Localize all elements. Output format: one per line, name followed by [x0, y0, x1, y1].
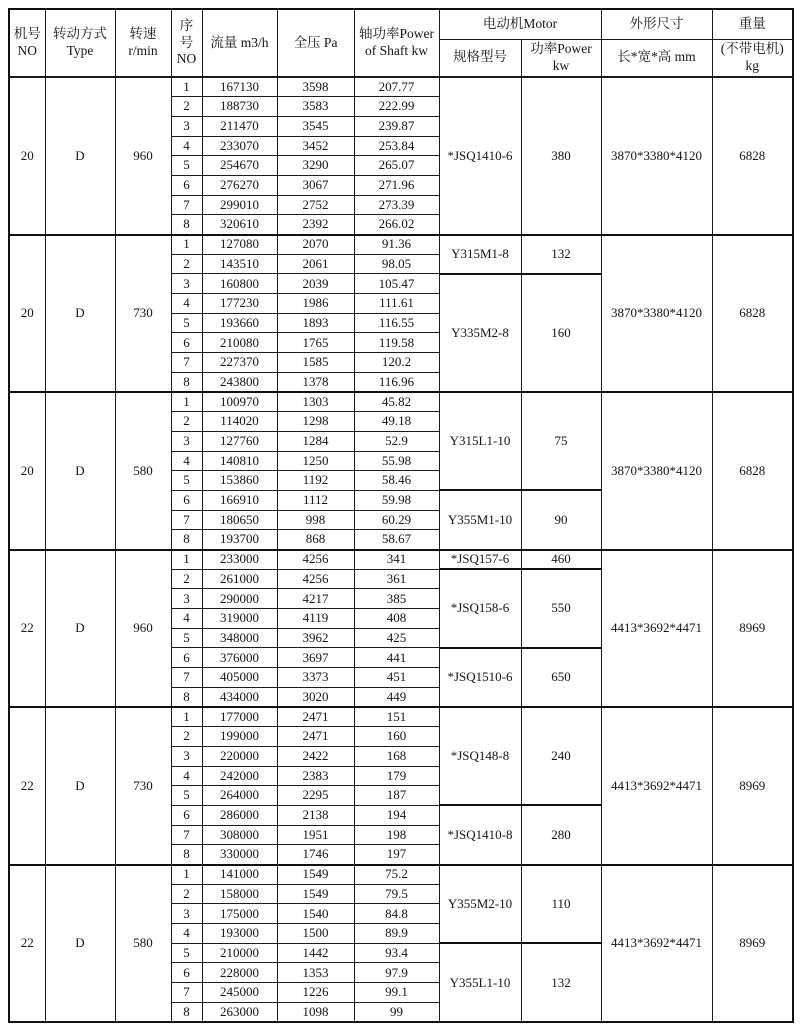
motor-power-cell: 132 [521, 235, 601, 274]
shaft-power-cell: 119.58 [354, 333, 439, 353]
header-line: NO [17, 43, 37, 58]
drive-type-cell: D [45, 865, 115, 1023]
row-no-cell: 1 [171, 707, 202, 727]
shaft-power-cell: 179 [354, 766, 439, 786]
flow-cell: 143510 [202, 254, 277, 274]
header-line: 轴功率Power [359, 26, 434, 42]
row-no-cell: 7 [171, 825, 202, 845]
shaft-power-cell: 194 [354, 805, 439, 825]
dimensions-cell: 4413*3692*4471 [601, 550, 712, 708]
pressure-cell: 2039 [277, 274, 354, 294]
row-no-cell: 4 [171, 609, 202, 629]
motor-power-cell: 550 [521, 569, 601, 648]
pressure-cell: 1500 [277, 924, 354, 944]
pressure-cell: 4256 [277, 569, 354, 589]
drive-type-cell: D [45, 707, 115, 865]
flow-cell: 434000 [202, 687, 277, 707]
row-no-cell: 3 [171, 904, 202, 924]
col-header-motor-power [521, 39, 601, 77]
row-no-cell: 8 [171, 1002, 202, 1022]
motor-power-cell: 240 [521, 707, 601, 805]
pressure-cell: 1549 [277, 865, 354, 885]
shaft-power-cell: 198 [354, 825, 439, 845]
flow-cell: 264000 [202, 786, 277, 806]
shaft-power-cell: 408 [354, 609, 439, 629]
shaft-power-cell: 361 [354, 569, 439, 589]
table-header [9, 9, 793, 77]
flow-cell: 100970 [202, 392, 277, 412]
row-no-cell: 5 [171, 943, 202, 963]
row-no-cell: 5 [171, 786, 202, 806]
pressure-cell: 998 [277, 510, 354, 530]
motor-power-cell: 460 [521, 550, 601, 570]
shaft-power-cell: 98.05 [354, 254, 439, 274]
row-no-cell: 1 [171, 392, 202, 412]
weight-cell: 8969 [712, 865, 793, 1023]
row-no-cell: 3 [171, 431, 202, 451]
row-no-cell: 5 [171, 471, 202, 491]
row-no-cell: 4 [171, 136, 202, 156]
table-row [9, 77, 793, 97]
flow-cell: 233070 [202, 136, 277, 156]
flow-cell: 180650 [202, 510, 277, 530]
pressure-cell: 2392 [277, 215, 354, 235]
motor-model-cell: *JSQ1510-6 [439, 648, 521, 707]
row-no-cell: 2 [171, 569, 202, 589]
machine-no-cell: 22 [9, 550, 45, 708]
dimensions-cell: 4413*3692*4471 [601, 865, 712, 1023]
row-no-cell: 6 [171, 648, 202, 668]
flow-cell: 127080 [202, 235, 277, 255]
col-header-shaft-power [354, 9, 439, 77]
flow-cell: 177000 [202, 707, 277, 727]
shaft-power-cell: 451 [354, 668, 439, 688]
row-no-cell: 7 [171, 668, 202, 688]
flow-cell: 114020 [202, 412, 277, 432]
shaft-power-cell: 99 [354, 1002, 439, 1022]
pressure-cell: 4119 [277, 609, 354, 629]
flow-cell: 276270 [202, 175, 277, 195]
pressure-cell: 1442 [277, 943, 354, 963]
pressure-cell: 3583 [277, 97, 354, 117]
speed-cell: 960 [115, 550, 171, 708]
flow-cell: 140810 [202, 451, 277, 471]
row-no-cell: 4 [171, 924, 202, 944]
flow-cell: 320610 [202, 215, 277, 235]
shaft-power-cell: 253.84 [354, 136, 439, 156]
row-no-cell: 5 [171, 156, 202, 176]
flow-cell: 141000 [202, 865, 277, 885]
pressure-cell: 2295 [277, 786, 354, 806]
pressure-cell: 1540 [277, 904, 354, 924]
row-no-cell: 6 [171, 963, 202, 983]
motor-model-cell: Y355L1-10 [439, 943, 521, 1022]
col-header-dimensions-unit: 长*宽*高 mm [601, 39, 712, 77]
pressure-cell: 1549 [277, 884, 354, 904]
pressure-cell: 1250 [277, 451, 354, 471]
weight-cell: 8969 [712, 707, 793, 865]
flow-cell: 153860 [202, 471, 277, 491]
machine-no-cell: 20 [9, 392, 45, 550]
row-no-cell: 2 [171, 412, 202, 432]
shaft-power-cell: 425 [354, 628, 439, 648]
flow-cell: 175000 [202, 904, 277, 924]
motor-model-cell: Y355M2-10 [439, 865, 521, 944]
speed-cell: 730 [115, 707, 171, 865]
pressure-cell: 3020 [277, 687, 354, 707]
flow-cell: 210000 [202, 943, 277, 963]
motor-model-cell: *JSQ1410-6 [439, 77, 521, 235]
row-no-cell: 7 [171, 353, 202, 373]
flow-cell: 299010 [202, 195, 277, 215]
dimensions-cell: 3870*3380*4120 [601, 392, 712, 550]
col-header-weight-unit [712, 39, 793, 77]
row-no-cell: 1 [171, 865, 202, 885]
pressure-cell: 1112 [277, 490, 354, 510]
motor-model-cell: *JSQ1410-8 [439, 805, 521, 864]
flow-cell: 210080 [202, 333, 277, 353]
col-header-motor-group: 电动机Motor [439, 9, 601, 39]
shaft-power-cell: 52.9 [354, 431, 439, 451]
motor-power-cell: 160 [521, 274, 601, 392]
table-row [9, 707, 793, 727]
pressure-cell: 3598 [277, 77, 354, 97]
row-no-cell: 3 [171, 589, 202, 609]
row-no-cell: 6 [171, 333, 202, 353]
shaft-power-cell: 168 [354, 746, 439, 766]
row-no-cell: 5 [171, 313, 202, 333]
drive-type-cell: D [45, 392, 115, 550]
pressure-cell: 2138 [277, 805, 354, 825]
pressure-cell: 1893 [277, 313, 354, 333]
pressure-cell: 1585 [277, 353, 354, 373]
pressure-cell: 3452 [277, 136, 354, 156]
col-header-dimensions-title: 外形尺寸 [601, 9, 712, 39]
dimensions-cell: 4413*3692*4471 [601, 707, 712, 865]
motor-power-cell: 90 [521, 490, 601, 549]
row-no-cell: 6 [171, 175, 202, 195]
header-line: 号 [179, 34, 194, 50]
shaft-power-cell: 222.99 [354, 97, 439, 117]
table-row [9, 392, 793, 412]
pressure-cell: 3067 [277, 175, 354, 195]
flow-cell: 242000 [202, 766, 277, 786]
flow-cell: 290000 [202, 589, 277, 609]
row-no-cell: 1 [171, 77, 202, 97]
flow-cell: 319000 [202, 609, 277, 629]
header-line: 转速 [129, 26, 157, 42]
shaft-power-cell: 99.1 [354, 983, 439, 1003]
motor-model-cell: *JSQ148-8 [439, 707, 521, 805]
header-line: Type [66, 43, 94, 58]
machine-no-cell: 20 [9, 77, 45, 235]
flow-cell: 193700 [202, 530, 277, 550]
table-row [9, 550, 793, 570]
motor-model-cell: Y335M2-8 [439, 274, 521, 392]
pressure-cell: 1353 [277, 963, 354, 983]
shaft-power-cell: 59.98 [354, 490, 439, 510]
shaft-power-cell: 79.5 [354, 884, 439, 904]
speed-cell: 580 [115, 392, 171, 550]
col-header-flow: 流量 m3/h [202, 9, 277, 77]
drive-type-cell: D [45, 550, 115, 708]
speed-cell: 730 [115, 235, 171, 393]
col-header-machine-no [9, 9, 45, 77]
flow-cell: 177230 [202, 294, 277, 314]
pressure-cell: 2383 [277, 766, 354, 786]
flow-cell: 127760 [202, 431, 277, 451]
flow-cell: 167130 [202, 77, 277, 97]
shaft-power-cell: 441 [354, 648, 439, 668]
flow-cell: 263000 [202, 1002, 277, 1022]
row-no-cell: 2 [171, 727, 202, 747]
speed-cell: 580 [115, 865, 171, 1023]
pressure-cell: 3697 [277, 648, 354, 668]
machine-no-cell: 20 [9, 235, 45, 393]
pressure-cell: 2061 [277, 254, 354, 274]
flow-cell: 158000 [202, 884, 277, 904]
header-line: NO [176, 51, 197, 67]
row-no-cell: 8 [171, 215, 202, 235]
shaft-power-cell: 116.55 [354, 313, 439, 333]
col-header-weight-title: 重量 [712, 9, 793, 39]
drive-type-cell: D [45, 77, 115, 235]
table-row [9, 865, 793, 885]
row-no-cell: 3 [171, 116, 202, 136]
motor-power-cell: 280 [521, 805, 601, 864]
flow-cell: 233000 [202, 550, 277, 570]
pressure-cell: 2471 [277, 707, 354, 727]
header-line: kw [552, 57, 570, 73]
header-line: 功率Power [530, 40, 592, 56]
pressure-cell: 1303 [277, 392, 354, 412]
header-line: of Shaft kw [365, 43, 428, 58]
col-header-drive-type [45, 9, 115, 77]
shaft-power-cell: 111.61 [354, 294, 439, 314]
row-no-cell: 4 [171, 766, 202, 786]
drive-type-cell: D [45, 235, 115, 393]
pressure-cell: 3545 [277, 116, 354, 136]
motor-model-cell: *JSQ158-6 [439, 569, 521, 648]
flow-cell: 193660 [202, 313, 277, 333]
pressure-cell: 3290 [277, 156, 354, 176]
row-no-cell: 6 [171, 805, 202, 825]
flow-cell: 193000 [202, 924, 277, 944]
header-line: 序 [179, 17, 194, 33]
shaft-power-cell: 341 [354, 550, 439, 570]
shaft-power-cell: 45.82 [354, 392, 439, 412]
pressure-cell: 1765 [277, 333, 354, 353]
motor-power-cell: 75 [521, 392, 601, 490]
row-no-cell: 2 [171, 254, 202, 274]
dimensions-cell: 3870*3380*4120 [601, 235, 712, 393]
motor-power-cell: 132 [521, 943, 601, 1022]
motor-model-cell: *JSQ157-6 [439, 550, 521, 570]
pressure-cell: 2070 [277, 235, 354, 255]
motor-model-cell: Y315L1-10 [439, 392, 521, 490]
shaft-power-cell: 105.47 [354, 274, 439, 294]
pressure-cell: 1098 [277, 1002, 354, 1022]
shaft-power-cell: 271.96 [354, 175, 439, 195]
row-no-cell: 8 [171, 845, 202, 865]
row-no-cell: 2 [171, 884, 202, 904]
row-no-cell: 6 [171, 490, 202, 510]
flow-cell: 348000 [202, 628, 277, 648]
motor-power-cell: 650 [521, 648, 601, 707]
pressure-cell: 1986 [277, 294, 354, 314]
row-no-cell: 8 [171, 372, 202, 392]
row-no-cell: 7 [171, 195, 202, 215]
row-no-cell: 1 [171, 235, 202, 255]
flow-cell: 376000 [202, 648, 277, 668]
row-no-cell: 8 [171, 530, 202, 550]
row-no-cell: 8 [171, 687, 202, 707]
shaft-power-cell: 265.07 [354, 156, 439, 176]
machine-no-cell: 22 [9, 865, 45, 1023]
motor-power-cell: 110 [521, 865, 601, 944]
shaft-power-cell: 91.36 [354, 235, 439, 255]
flow-cell: 245000 [202, 983, 277, 1003]
shaft-power-cell: 55.98 [354, 451, 439, 471]
col-header-speed [115, 9, 171, 77]
col-header-motor-model: 规格型号 [439, 39, 521, 77]
flow-cell: 188730 [202, 97, 277, 117]
shaft-power-cell: 89.9 [354, 924, 439, 944]
weight-cell: 6828 [712, 77, 793, 235]
pressure-cell: 2422 [277, 746, 354, 766]
shaft-power-cell: 49.18 [354, 412, 439, 432]
row-no-cell: 7 [171, 983, 202, 1003]
shaft-power-cell: 160 [354, 727, 439, 747]
flow-cell: 227370 [202, 353, 277, 373]
shaft-power-cell: 116.96 [354, 372, 439, 392]
shaft-power-cell: 207.77 [354, 77, 439, 97]
weight-cell: 6828 [712, 235, 793, 393]
col-header-serial [171, 9, 202, 77]
flow-cell: 254670 [202, 156, 277, 176]
pressure-cell: 4256 [277, 550, 354, 570]
header-line: r/min [128, 43, 158, 58]
flow-cell: 211470 [202, 116, 277, 136]
shaft-power-cell: 75.2 [354, 865, 439, 885]
pressure-cell: 1378 [277, 372, 354, 392]
flow-cell: 308000 [202, 825, 277, 845]
flow-cell: 286000 [202, 805, 277, 825]
pressure-cell: 1298 [277, 412, 354, 432]
shaft-power-cell: 120.2 [354, 353, 439, 373]
weight-cell: 6828 [712, 392, 793, 550]
shaft-power-cell: 449 [354, 687, 439, 707]
shaft-power-cell: 97.9 [354, 963, 439, 983]
shaft-power-cell: 385 [354, 589, 439, 609]
shaft-power-cell: 58.67 [354, 530, 439, 550]
pressure-cell: 1746 [277, 845, 354, 865]
shaft-power-cell: 187 [354, 786, 439, 806]
table-row [9, 235, 793, 255]
pressure-cell: 2471 [277, 727, 354, 747]
header-line: 机号 [13, 26, 41, 42]
row-no-cell: 3 [171, 746, 202, 766]
pressure-cell: 1192 [277, 471, 354, 491]
pressure-cell: 868 [277, 530, 354, 550]
motor-model-cell: Y315M1-8 [439, 235, 521, 274]
flow-cell: 199000 [202, 727, 277, 747]
pressure-cell: 1226 [277, 983, 354, 1003]
flow-cell: 330000 [202, 845, 277, 865]
pressure-cell: 1284 [277, 431, 354, 451]
shaft-power-cell: 60.29 [354, 510, 439, 530]
shaft-power-cell: 266.02 [354, 215, 439, 235]
flow-cell: 405000 [202, 668, 277, 688]
flow-cell: 220000 [202, 746, 277, 766]
spec-table-body [9, 77, 793, 1022]
flow-cell: 261000 [202, 569, 277, 589]
row-no-cell: 7 [171, 510, 202, 530]
fan-spec-table [8, 8, 794, 1023]
header-line: kg [745, 57, 759, 73]
shaft-power-cell: 151 [354, 707, 439, 727]
shaft-power-cell: 93.4 [354, 943, 439, 963]
pressure-cell: 3962 [277, 628, 354, 648]
shaft-power-cell: 273.39 [354, 195, 439, 215]
shaft-power-cell: 84.8 [354, 904, 439, 924]
pressure-cell: 2752 [277, 195, 354, 215]
row-no-cell: 3 [171, 274, 202, 294]
weight-cell: 8969 [712, 550, 793, 708]
flow-cell: 160800 [202, 274, 277, 294]
row-no-cell: 1 [171, 550, 202, 570]
flow-cell: 228000 [202, 963, 277, 983]
motor-power-cell: 380 [521, 77, 601, 235]
col-header-pressure: 全压 Pa [277, 9, 354, 77]
machine-no-cell: 22 [9, 707, 45, 865]
pressure-cell: 4217 [277, 589, 354, 609]
header-line: (不带电机) [720, 40, 784, 56]
row-no-cell: 4 [171, 451, 202, 471]
flow-cell: 166910 [202, 490, 277, 510]
row-no-cell: 5 [171, 628, 202, 648]
row-no-cell: 2 [171, 97, 202, 117]
shaft-power-cell: 197 [354, 845, 439, 865]
row-no-cell: 4 [171, 294, 202, 314]
shaft-power-cell: 58.46 [354, 471, 439, 491]
flow-cell: 243800 [202, 372, 277, 392]
shaft-power-cell: 239.87 [354, 116, 439, 136]
pressure-cell: 3373 [277, 668, 354, 688]
motor-model-cell: Y355M1-10 [439, 490, 521, 549]
dimensions-cell: 3870*3380*4120 [601, 77, 712, 235]
pressure-cell: 1951 [277, 825, 354, 845]
header-line: 转动方式 [53, 26, 107, 42]
speed-cell: 960 [115, 77, 171, 235]
